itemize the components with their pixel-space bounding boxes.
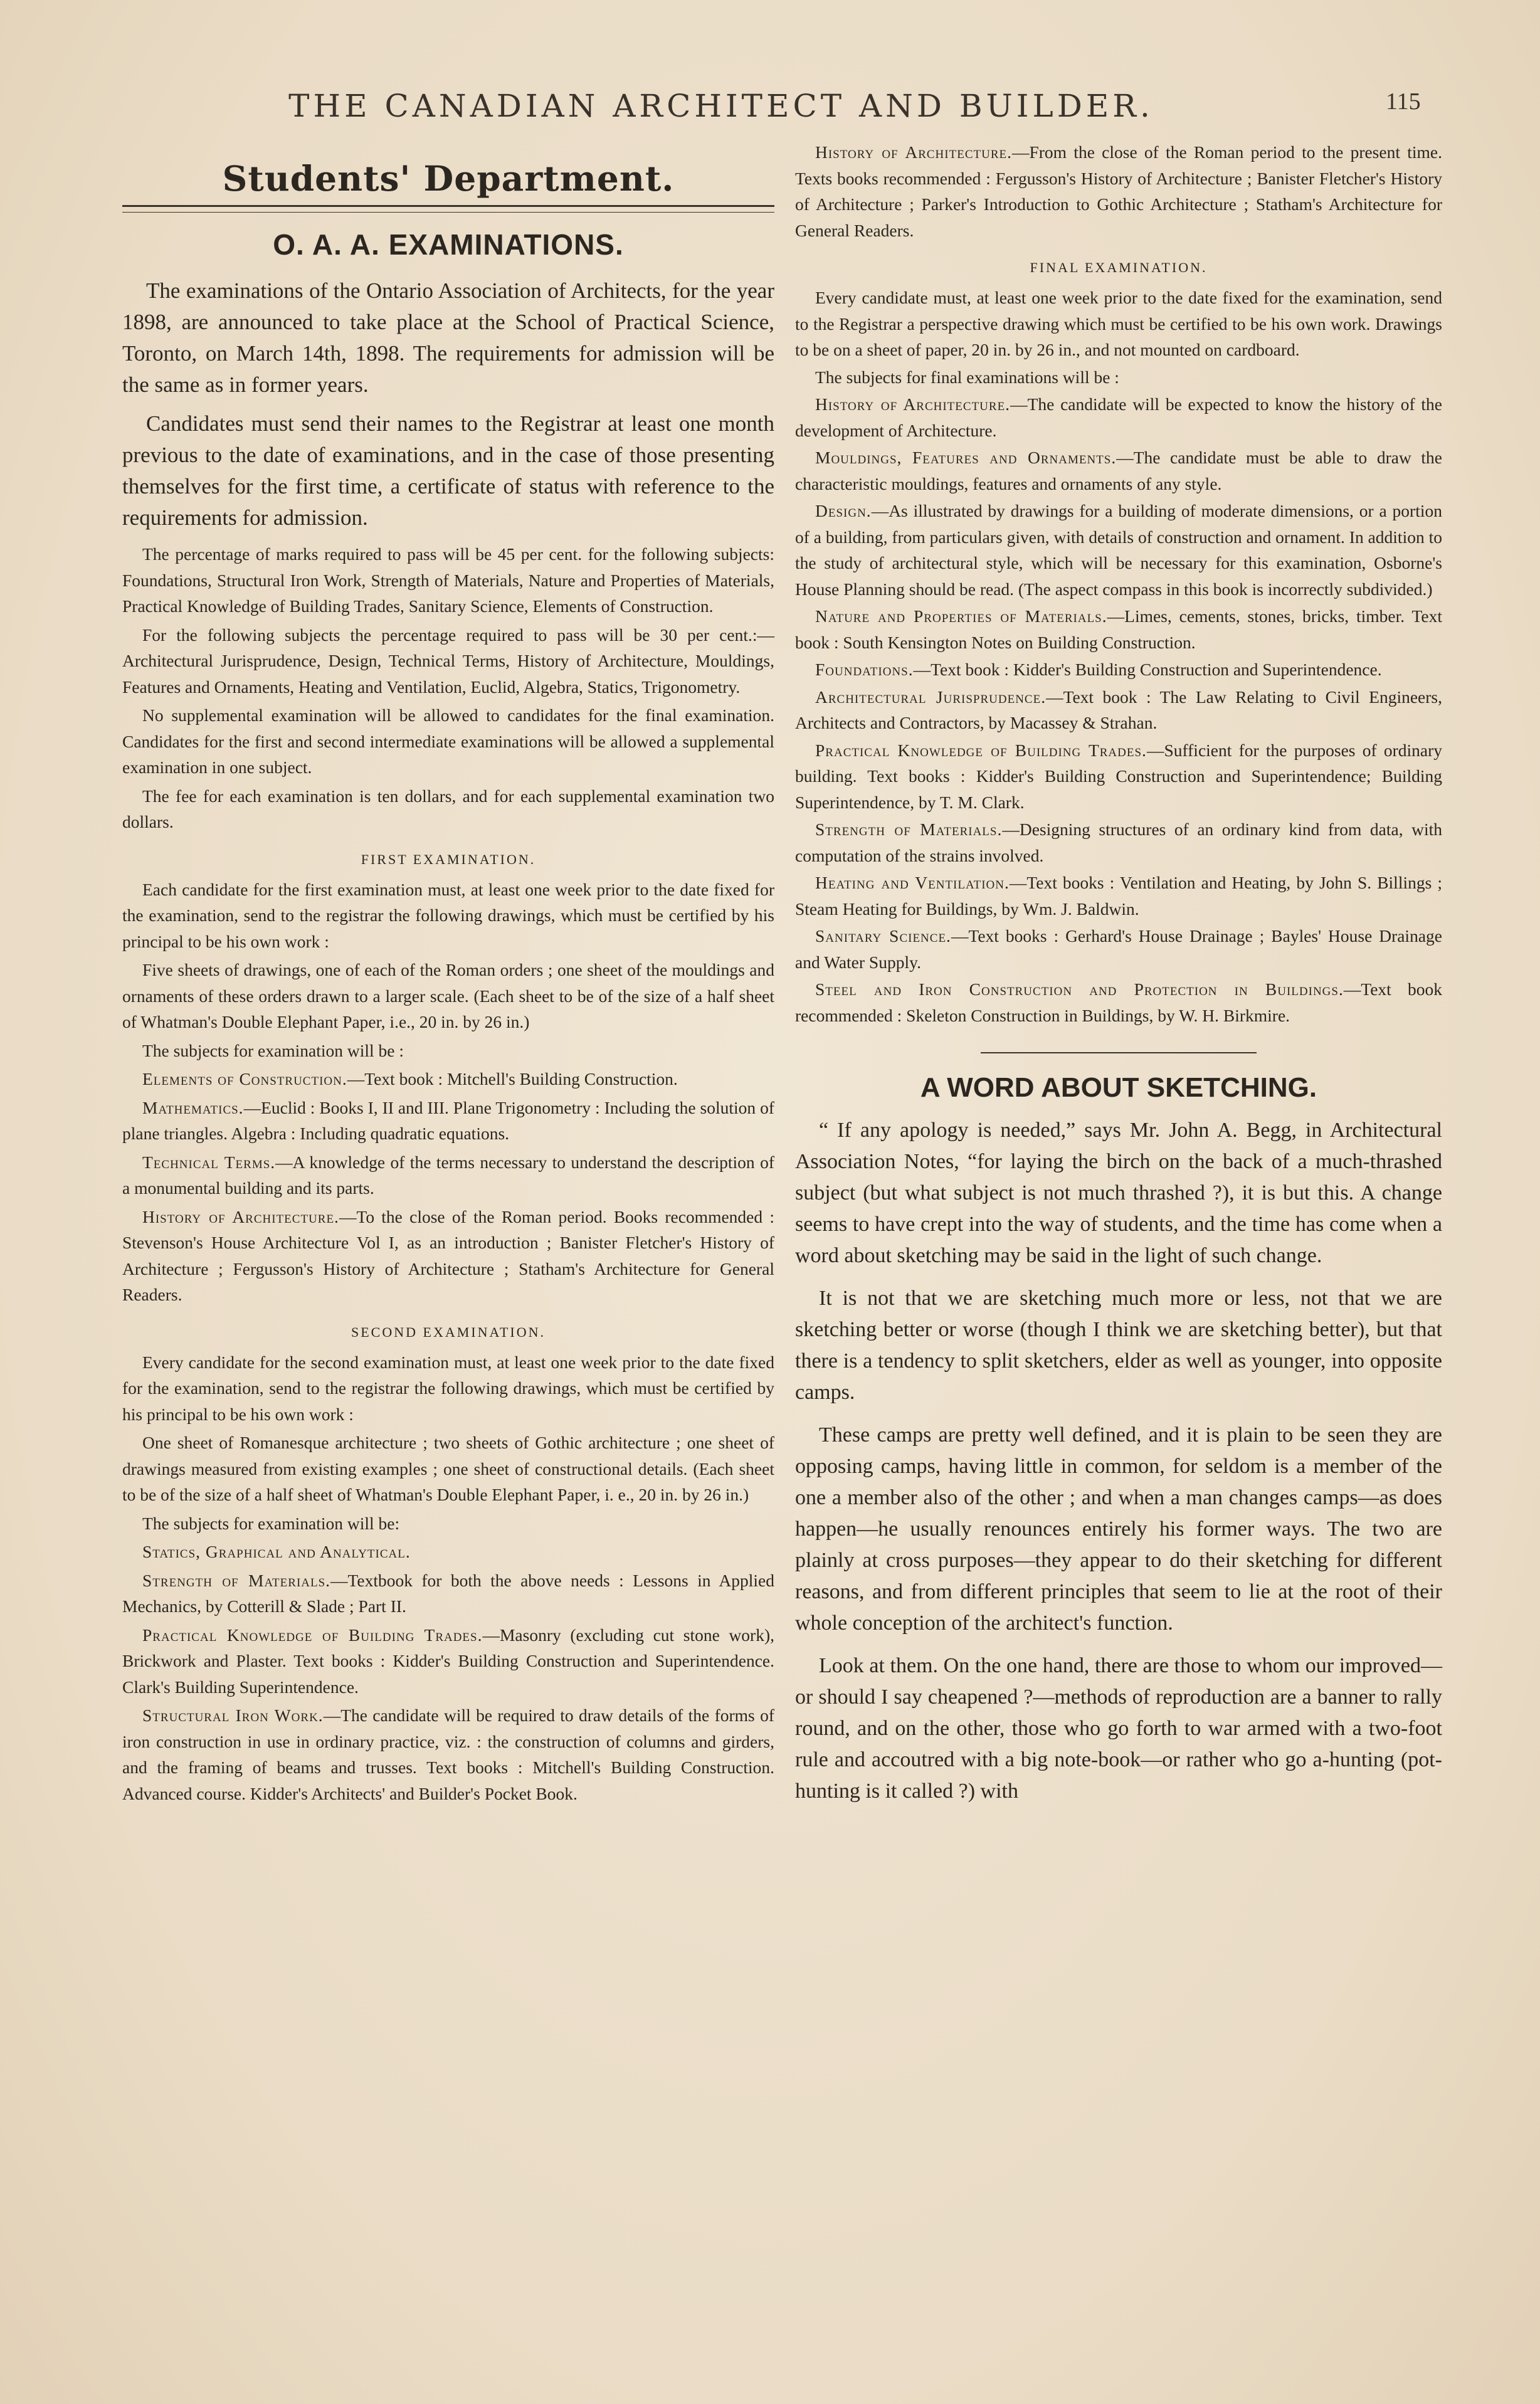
paragraph: “ If any apology is needed,” says Mr. John A. Begg, in Architectural Association Notes, “for laying the birch on the back of a much-thrashed subject (but what subject is not much thrashed ?), it is but this. A change seems to have crept into the way of students, and the time has come when a word about sketching may be said in the light of such change.	[795, 1119, 1442, 1267]
paragraph: Five sheets of drawings, one of each of the Roman orders ; one sheet of the mouldings and ornaments of these orders drawn to a larger scale. (Each sheet to be of the size of a half sheet of Whatman's Double Elephant Paper, i.e., 20 in. by 26 in.)	[122, 960, 774, 1031]
subject-entry: Mathematics.—Euclid : Books I, II and III. Plane Trigonometry : Including the solution of plane triangles. Algebra : Including quadratic equations.	[122, 1097, 774, 1143]
paragraph: Every candidate must, at least one week prior to the date fixed for the examination, send to the Registrar a perspective drawing which must be certified to be his own work. Drawings to be on a sheet of paper, 20 in. by 26 in., and not mounted on cardboard.	[795, 288, 1442, 359]
subject-entry: History of Architecture.—To the close of the Roman period. Books recommended : Stevenson's House Architecture Vol I, as an introduction ; Banister Fletcher's History of Architecture ; Fergusson's History of Architecture ; Statham's Architecture for General Readers.	[122, 1206, 774, 1304]
subject-entry: Strength of Materials.—Textbook for both the above needs : Lessons in Applied Mechanics, by Cotterill & Slade ; Part II.	[122, 1570, 774, 1616]
subject-entry: Structural Iron Work.—The candidate will be required to draw details of the forms of iron construction in use in ordinary practice, viz. : the construction of columns and girders, and the framing of beams and trusses. Text books : Mitchell's Building Construction. Advanced course. Kidder's Architects' and Builder's Pocket Book.	[122, 1705, 774, 1803]
paragraph: These camps are pretty well defined, and it is plain to be seen they are opposing camps, having little in common, for seldom is a member of the one a member also of the other ; and when a man changes camps—as does happen—he usually renounces entirely his former ways. The two are plainly at cross purposes—they appear to do their sketching for different reasons, and from different principles that seem to lie at the root of their whole conception of the architect's function.	[795, 1423, 1442, 1635]
subject-entry: History of Architecture.—From the close of the Roman period to the present time. Texts books recommended : Fergusson's History of Architecture ; Banister Fletcher's History of Architecture ; Parker's Introduction to Gothic Architecture ; Statham's Architecture for General Readers.	[795, 142, 1442, 240]
department-heading: Students' Department.	[222, 158, 675, 199]
section-heading: SECOND EXAMINATION.	[351, 1324, 546, 1340]
subject-entry: Heating and Ventilation.—Text books : Ventilation and Heating, by John S. Billings ; Steam Heating for Buildings, by Wm. J. Baldwin.	[795, 873, 1443, 919]
subject-entry: Steel and Iron Construction and Protection in Buildings.—Text book recommended : Skeleton Construction in Buildings, by W. H. Birkmire.	[795, 979, 1442, 1025]
paragraph: The examinations of the Ontario Association of Architects, for the year 1898, are announced to take place at the School of Practical Science, Toronto, on March 14th, 1898. The requirements for admission will be the same as in former years.	[122, 278, 774, 397]
subject-entry: Architectural Jurisprudence.—Text book : The Law Relating to Civil Engineers, Architects and Contractors, by Macassey & Strahan.	[795, 687, 1442, 732]
right-column	[795, 139, 1442, 1818]
subject-entry: Sanitary Science.—Text books : Gerhard's House Drainage ; Bayles' House Drainage and Water Supply.	[795, 926, 1442, 972]
running-title: THE CANADIAN ARCHITECT AND BUILDER.	[288, 88, 1154, 124]
paragraph: No supplemental examination will be allowed to candidates for the final examination. Candidates for the first and second intermediate examinations will be allowed a supplemental examination in one subject.	[122, 705, 774, 777]
paragraph: The subjects for final examinations will be :	[815, 367, 1119, 387]
subject-entry: Practical Knowledge of Building Trades.—Masonry (excluding cut stone work), Brickwork and Plaster. Text books : Kidder's Building Construction and Superintendence. Clark's Building Superintendence.	[122, 1625, 774, 1697]
paragraph: The percentage of marks required to pass will be 45 per cent. for the following subjects: Foundations, Structural Iron Work, Strength of Materials, Nature and Properties of Materials, Practical Knowledge of Building Trades, Sanitary Science, Elements of Construction.	[122, 544, 774, 616]
subject-entry: Practical Knowledge of Building Trades.—Sufficient for the purposes of ordinary building. Text books : Kidder's Building Construction and Superintendence; Building Superintendence, by T. M. Clark.	[795, 740, 1443, 812]
paragraph: Look at them. On the one hand, there are those to whom our improved—or should I say cheapened ?—methods of reproduction are a banner to rally round, and on the other, those who go forth to war armed with a two-foot rule and accoutred with a big note-book—or rather who go a-hunting (pot-hunting is it called ?) with	[795, 1654, 1442, 1803]
left-column	[122, 139, 774, 1809]
paragraph: The subjects for examination will be :	[142, 1040, 404, 1060]
subject-entry: Elements of Construction.—Text book : Mitchell's Building Construction.	[142, 1069, 678, 1089]
subject-entry: Nature and Properties of Materials.—Limes, cements, stones, bricks, timber. Text book : South Kensington Notes on Building Construction.	[795, 606, 1442, 652]
paragraph: The subjects for examination will be:	[142, 1513, 400, 1533]
paragraph: Candidates must send their names to the Registrar at least one month previous to the date of examinations, and in the case of those presenting themselves for the first time, a certificate of status with reference to the requirements for admission.	[122, 411, 774, 530]
paragraph: One sheet of Romanesque architecture ; two sheets of Gothic architecture ; one sheet of drawings measured from existing examples ; one sheet of constructional details. (Each sheet to be of the size of a half sheet of Whatman's Double Elephant Paper, i. e., 20 in. by 26 in.)	[122, 1433, 774, 1504]
article-title: A WORD ABOUT SKETCHING.	[920, 1072, 1317, 1103]
paragraph: For the following subjects the percentage required to pass will be 30 per cent.:—Architectural Jurisprudence, Design, Technical Terms, History of Architecture, Mouldings, Features and Ornaments, Heating and Ventilation, Euclid, Algebra, Statics, Trigonometry.	[122, 625, 774, 697]
subject-entry: Strength of Materials.—Designing structures of an ordinary kind from data, with computation of the strains involved.	[795, 820, 1442, 865]
page-number: 115	[1386, 88, 1421, 115]
subject-entry: Foundations.—Text book : Kidder's Building Construction and Superintendence.	[815, 660, 1382, 679]
paragraph: Every candidate for the second examination must, at least one week prior to the date fixed for the examination, send to the registrar the following drawings, which must be certified by his principal to be his own work :	[122, 1352, 774, 1424]
article-divider	[981, 1052, 1257, 1053]
subject-entry: Design.—As illustrated by drawings for a building of moderate dimensions, or a portion of a building, from particulars given, with details of construction and ornament. In addition to the study of architectural style, which will be necessary for this examination, Osborne's House Planning should be read. (The aspect compass in this book is incorrectly subdivided.)	[795, 501, 1442, 599]
section-heading: FINAL EXAMINATION.	[1030, 260, 1208, 275]
paragraph: It is not that we are sketching much more or less, not that we are sketching better or worse (though I think we are sketching better), but that there is a tendency to split sketchers, elder as well as younger, into opposite camps.	[795, 1287, 1442, 1404]
paragraph: Each candidate for the first examination must, at least one week prior to the date fixed for the examination, send to the registrar the following drawings, which must be certified by his principal to be his own work :	[122, 879, 774, 951]
subject-entry: Technical Terms.—A knowledge of the terms necessary to understand the description of a monumental building and its parts.	[122, 1152, 774, 1198]
paragraph: The fee for each examination is ten dollars, and for each supplemental examination two dollars.	[122, 786, 774, 831]
heading-rule	[122, 205, 774, 213]
article-title: O. A. A. EXAMINATIONS.	[273, 228, 624, 261]
subject-entry: Mouldings, Features and Ornaments.—The candidate must be able to draw the characteristic mouldings, features and ornaments of any style.	[795, 448, 1443, 493]
section-heading: FIRST EXAMINATION.	[361, 851, 536, 867]
subject-entry: Statics, Graphical and Analytical.	[142, 1542, 411, 1561]
subject-entry: History of Architecture.—The candidate will be expected to know the history of the development of Architecture.	[795, 394, 1442, 440]
